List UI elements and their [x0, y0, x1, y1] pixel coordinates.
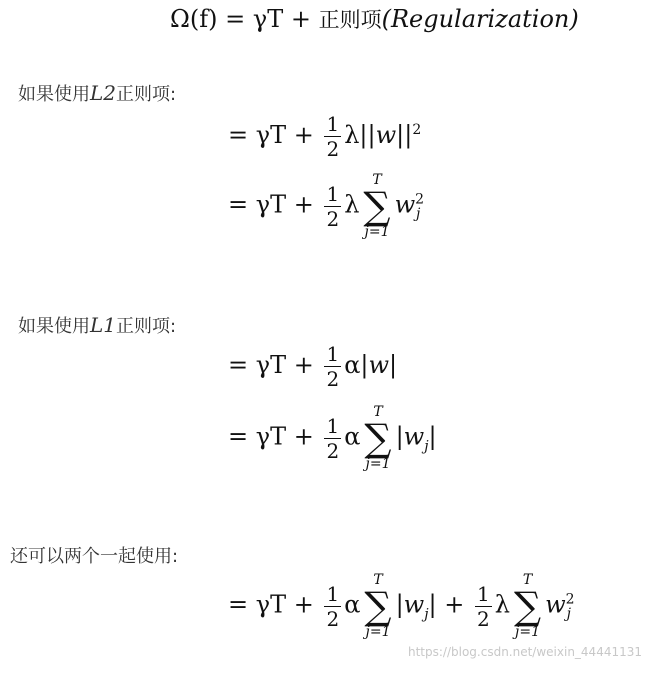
combined-coeff-b: λ — [494, 590, 510, 619]
l1-line2-term-close: | — [428, 422, 437, 451]
frac-num: 1 — [326, 342, 340, 366]
l1-line2-prefix: = γT + — [228, 422, 322, 451]
l2-line2-term: w — [394, 190, 416, 219]
formula-cjk-label: 正则项 — [318, 8, 382, 32]
frac-num: 1 — [326, 181, 340, 206]
sum-lower: j=1 — [365, 624, 391, 640]
fraction — [324, 342, 341, 391]
fraction — [324, 182, 341, 231]
sum-symbol: ∑ — [363, 184, 391, 228]
sum-symbol: ∑ — [513, 584, 542, 628]
l1-line1-tail: |w| — [360, 351, 398, 379]
sum-symbol: ∑ — [364, 584, 392, 628]
fraction — [475, 582, 492, 631]
l2-line1-coeff: λ — [344, 121, 360, 149]
frac-den: 2 — [326, 367, 340, 391]
l1-line2-coeff: α — [344, 422, 361, 451]
l1-label-var: L1 — [90, 313, 117, 337]
fraction — [324, 582, 341, 631]
frac-num: 1 — [326, 112, 340, 136]
combined-line — [228, 572, 575, 640]
combined-term-a-close: | + — [428, 590, 472, 619]
sum-upper: T — [373, 404, 383, 420]
combined-term-b-sub: j — [566, 606, 571, 623]
l2-label-prefix: 如果使用 — [18, 84, 90, 105]
combined-coeff-a: α — [344, 590, 361, 619]
frac-num: 1 — [326, 413, 340, 438]
l1-line1-coeff: α — [344, 351, 361, 379]
summation — [514, 572, 541, 640]
frac-den: 2 — [326, 206, 340, 231]
frac-den: 2 — [326, 137, 340, 161]
frac-num: 1 — [326, 581, 340, 606]
l1-section-label — [18, 312, 176, 338]
l2-line2-prefix: = γT + — [228, 190, 322, 219]
sum-lower: j=1 — [515, 624, 541, 640]
frac-den: 2 — [326, 606, 340, 631]
summation — [364, 572, 391, 640]
sum-upper: T — [522, 572, 533, 588]
l2-line2-sub: j — [416, 206, 421, 223]
formula-rhs: (Regularization) — [381, 5, 579, 33]
l1-line1-prefix: = γT + — [228, 351, 322, 379]
header-formula — [170, 4, 579, 34]
l2-section-label — [18, 80, 176, 106]
l2-label-var: L2 — [90, 81, 117, 105]
combined-term-b: w — [545, 590, 566, 619]
sum-lower: j=1 — [365, 456, 391, 472]
combined-prefix: = γT + — [228, 590, 322, 619]
l2-line1-tail: ||w|| — [359, 121, 413, 149]
l2-line2-coeff: λ — [344, 190, 360, 219]
combined-term-a-open: |w — [395, 590, 425, 619]
l2-line-1 — [228, 112, 421, 161]
l2-line1-prefix: = γT + — [228, 121, 322, 149]
l1-line-1 — [228, 342, 397, 391]
sum-lower: j=1 — [364, 224, 390, 240]
combined-section-label: 还可以两个一起使用: — [10, 546, 179, 567]
sum-upper: T — [372, 172, 382, 188]
combined-term-b-exp: 2 — [565, 591, 575, 608]
sum-symbol: ∑ — [364, 416, 392, 460]
l2-label-suffix: 正则项: — [116, 84, 177, 105]
frac-num: 1 — [477, 581, 490, 606]
l2-line1-exp: 2 — [412, 122, 422, 138]
l2-line-2 — [228, 172, 425, 240]
csdn-watermark: https://blog.csdn.net/weixin_44441131 — [407, 645, 642, 659]
frac-den: 2 — [326, 438, 340, 463]
summation — [363, 172, 390, 240]
combined-term-a-sub: j — [424, 606, 429, 623]
l1-line-2 — [228, 404, 437, 472]
formula-lhs: Ω(f) = γT + — [170, 5, 319, 33]
sum-upper: T — [373, 572, 383, 588]
summation — [364, 404, 391, 472]
l1-label-suffix: 正则项: — [116, 316, 177, 337]
l1-label-prefix: 如果使用 — [18, 316, 90, 337]
frac-den: 2 — [477, 606, 490, 631]
l2-line2-exp: 2 — [415, 191, 425, 208]
l1-line2-term-open: |w — [395, 422, 425, 451]
l1-line2-sub: j — [424, 438, 429, 455]
fraction — [324, 414, 341, 463]
fraction — [324, 112, 341, 161]
